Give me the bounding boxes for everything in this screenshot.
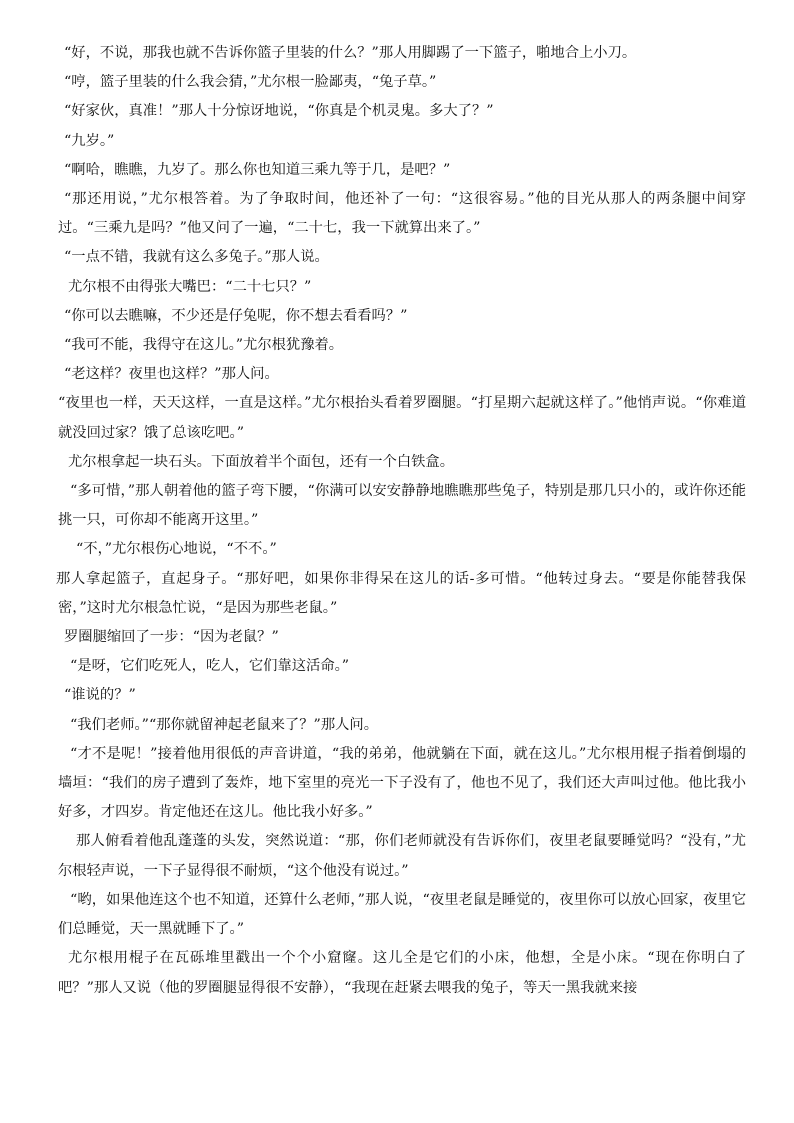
paragraph: “好家伙，真准！”那人十分惊讶地说，“你真是个机灵鬼。多大了？”: [64, 103, 494, 120]
paragraph: 尤尔根拿起一块石头。下面放着半个面包，还有一个白铁盒。: [68, 453, 455, 470]
paragraph: 尤尔根用棍子在瓦砾堆里戳出一个个小窟窿。这儿全是它们的小床，他想，全是小床。“现在你明白了吧？”那人又说（他的罗圈腿显得很不安静），“我现在赶紧去喂我的兔子，等天一黑我就来接: [58, 950, 746, 996]
paragraph: “哼，篮子里装的什么我会猜，”尤尔根一脸鄙夷，“兔子草。”: [64, 74, 437, 91]
paragraph: “是呀，它们吃死人，吃人，它们靠这活命。”: [70, 658, 350, 675]
document-page: [58, 39, 746, 1003]
paragraph: “我可不能，我得守在这儿。”尤尔根犹豫着。: [64, 337, 344, 354]
paragraph: “啊哈，瞧瞧，九岁了。那么你也知道三乘九等于几，是吧？”: [64, 161, 451, 178]
paragraph: “夜里也一样，天天这样，一直是这样。”尤尔根抬头看着罗圈腿。“打星期六起就这样了。”他悄声说。“你难道就没回过家？饿了总该吃吧。”: [58, 395, 746, 441]
paragraph: “多可惜，”那人朝着他的篮子弯下腰，“你满可以安安静静地瞧瞧那些兔子，特别是那几只小的，或许你还能挑一只，可你却不能离开这里。”: [58, 483, 746, 529]
paragraph: “哟，如果他连这个也不知道，还算什么老师，”那人说，“夜里老鼠是睡觉的，夜里你可以放心回家，夜里它们总睡觉，天一黑就睡下了。”: [58, 891, 746, 938]
paragraph: “好，不说，那我也就不告诉你篮子里装的什么？”那人用脚踢了一下篮子，啪地合上小刀。: [64, 45, 637, 61]
paragraph: 那人俯看着他乱蓬蓬的头发，突然说道：“那，你们老师就没有告诉你们，夜里老鼠要睡觉吗？“没有，”尤尔根轻声说，一下子显得很不耐烦，“这个他没有说过。”: [58, 833, 746, 879]
paragraph: “一点不错，我就有这么多兔子。”那人说。: [64, 249, 329, 266]
paragraph: 那人拿起篮子，直起身子。“那好吧，如果你非得呆在这儿的话-多可惜。“他转过身去。“要是你能替我保密，”这时尤尔根急忙说，“是因为那些老鼠。”: [56, 570, 746, 616]
paragraph: “我们老师。”“那你就留神起老鼠来了？”那人问。: [70, 716, 379, 733]
paragraph: “九岁。”: [64, 132, 115, 149]
paragraph: “你可以去瞧嘛，不少还是仔兔呢，你不想去看看吗？”: [64, 307, 408, 324]
paragraph: “不，”尤尔根伤心地说，“不不。”: [76, 541, 277, 558]
paragraph: 罗圈腿缩回了一步：“因为老鼠？”: [64, 629, 279, 646]
paragraph: “老这样？夜里也这样？”那人问。: [64, 366, 279, 383]
paragraph: “才不是呢！”接着他用很低的声音讲道，“我的弟弟，他就躺在下面，就在这儿。”尤尔根用棍子指着倒塌的墙垣：“我们的房子遭到了轰炸，地下室里的亮光一下子没有了，他也不见了，我们还大声叫过他。他比我小好多，才四岁。肯定他还在这儿。他比我小好多。”: [58, 745, 746, 821]
paragraph: “那还用说，”尤尔根答着。为了争取时间，他还补了一句：“这很容易。”他的目光从那人的两条腿中间穿过。“三乘九是吗？”他又问了一遍，“二十七，我一下就算出来了。”: [58, 191, 746, 237]
paragraph: “谁说的？”: [64, 687, 136, 704]
paragraph: 尤尔根不由得张大嘴巴：“二十七只？”: [68, 278, 312, 295]
